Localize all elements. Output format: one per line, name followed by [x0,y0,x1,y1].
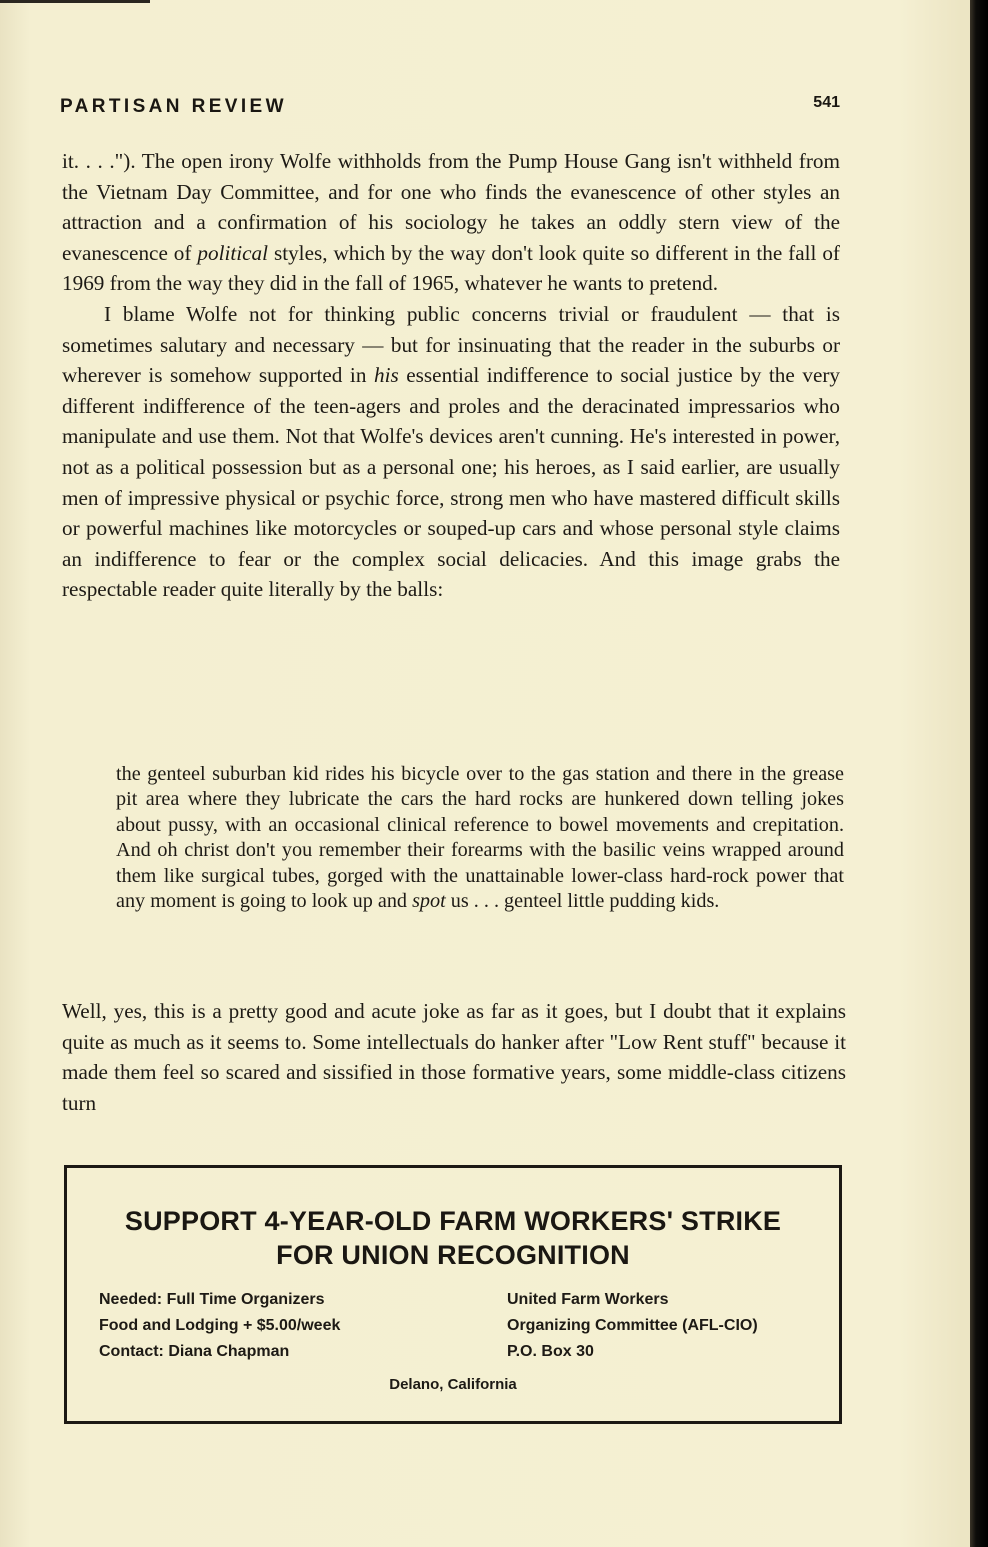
page-right-edge [970,0,988,1547]
ad-organization: United Farm Workers [507,1291,669,1308]
running-head [60,96,840,124]
paragraph-2 [62,299,840,605]
ad-needed: Needed: Full Time Organizers [99,1291,325,1308]
paragraph-1-text-a: it. . . ."). The open irony Wolfe withholds from the Pump House Gang isn't withheld from the Vietnam Day Committee, and for one who finds the evanescence of other styles an attraction and a confirmation of his sociology he takes an oddly stern view of the evanescence of [62,149,840,265]
quote-paragraph [116,762,844,914]
advertisement-box [64,1165,842,1424]
journal-title: PARTISAN REVIEW [60,96,287,117]
ad-contact: Contact: Diana Chapman [99,1343,290,1360]
ad-food-lodging: Food and Lodging + $5.00/week [99,1317,341,1334]
quote-text-a: the genteel suburban kid rides his bicycle over to the gas station and there in the grease pit area where they lubricate the cars the hard rocks are hunkered down telling jokes about pussy, with an occasional clinical reference to bowel movements and crepitation. And oh christ don't you remember their forearms with the basilic veins wrapped around them like surgical tubes, gorged with the unattainable lower-class hard-rock power that any moment is going to look up and [116,763,844,913]
page-number: 541 [813,94,840,111]
paragraph-1 [62,146,840,299]
paragraph-1-text-b: styles, which by the way don't look quite so different in the fall of 1969 from the way they did in the fall of 1965, whatever he wants to pretend. [62,240,840,296]
paragraph-1-italic: political [197,240,269,265]
ad-po-box: P.O. Box 30 [507,1343,594,1360]
ad-right-column [507,1287,758,1365]
main-body [62,146,840,605]
ad-headline-line-2: FOR UNION RECOGNITION [276,1240,630,1270]
closing-body [62,996,846,1118]
closing-paragraph: Well, yes, this is a pretty good and acute joke as far as it goes, but I doubt that it explains quite as much as it seems to. Some intellectuals do hanker after "Low Rent stuff" because it made them feel so scared and sissified in those formative years, some middle-class citizens turn [62,999,846,1115]
ad-headline-line-1: SUPPORT 4-YEAR-OLD FARM WORKERS' STRIKE [124,1206,782,1236]
paragraph-2-italic: his [373,363,399,388]
ad-headline [67,1204,839,1272]
ad-left-column [99,1287,340,1365]
paragraph-2-text-b: essential indifference to social justice by the very different indifference of the teen-agers and proles and the deracinated impressarios who manipulate and use them. Not that Wolfe's devices aren't cunning. He's interested in power, not as a political possession but as a personal one; his heroes, as I said earlier, are usually men of impressive physical or psychic force, strong men who have mastered difficult skills or powerful machines like motorcycles or souped-up cars and whose personal style claims an indifference to fear or the complex social delicacies. And this image grabs the respectable reader quite literally by the balls: [62,363,840,602]
paragraph-2-text-a: I blame Wolfe not for thinking public concerns trivial or fraudulent — that is sometimes salutary and necessary — but for insinuating that the reader in the suburbs or wherever is somehow supported in [62,301,840,388]
quote-text-b: us . . . genteel little pudding kids. [445,890,720,913]
ad-committee: Organizing Committee (AFL-CIO) [507,1317,758,1334]
block-quote [116,762,844,914]
quote-italic: spot [412,890,446,913]
page-top-edge [0,0,150,3]
ad-location: Delano, California [389,1376,517,1393]
